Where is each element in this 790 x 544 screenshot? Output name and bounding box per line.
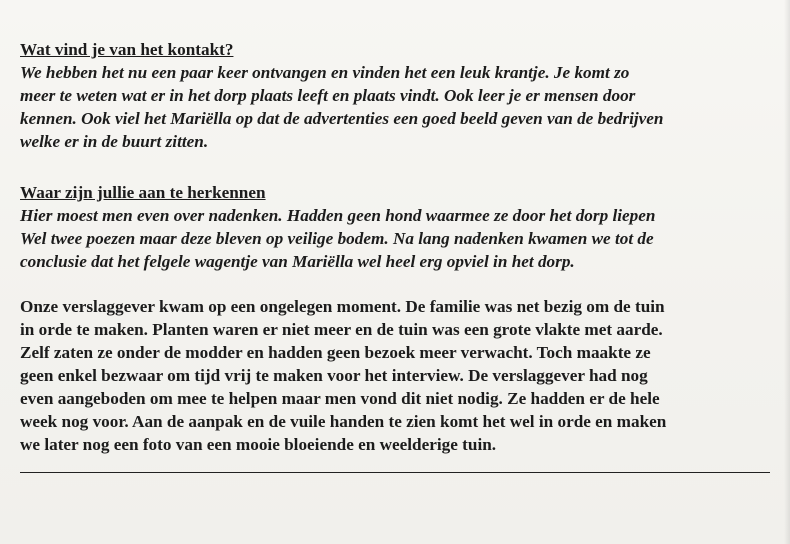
paragraph-line: even aangeboden om mee te helpen maar men vond dit niet nodig. Ze hadden er de hele — [20, 389, 660, 408]
paragraph-line: Onze verslaggever kwam op een ongelegen moment. De familie was net bezig om de tuin — [20, 297, 665, 316]
section-contact-opinion — [20, 38, 663, 153]
paragraph-line: we later nog een foto van een mooie bloeiende en weelderige tuin. — [20, 435, 497, 454]
paragraph-line: welke er in de buurt zitten. — [20, 132, 209, 151]
horizontal-divider — [20, 472, 770, 473]
section-reporter-visit — [20, 295, 666, 456]
section-heading: Wat vind je van het kontakt? — [20, 40, 234, 59]
paragraph-line: We hebben het nu een paar keer ontvangen en vinden het een leuk krantje. Je komt zo — [20, 63, 630, 82]
paragraph-line: meer te weten wat er in het dorp plaats leeft en plaats vindt. Ook leer je er mensen door — [20, 86, 636, 105]
page-edge-shadow — [784, 0, 790, 544]
paragraph-line: conclusie dat het felgele wagentje van Mariëlla wel heel erg opviel in het dorp. — [20, 252, 575, 271]
paragraph-line: week nog voor. Aan de aanpak en de vuile handen te zien komt het wel in orde en maken — [20, 412, 667, 431]
section-heading: Waar zijn jullie aan te herkennen — [20, 183, 266, 202]
paragraph-line: kennen. Ook viel het Mariëlla op dat de advertenties een goed beeld geven van de bedrijven — [20, 109, 664, 128]
paragraph-line: Wel twee poezen maar deze bleven op veilige bodem. Na lang nadenken kwamen we tot de — [20, 229, 654, 248]
paragraph-line: Hier moest men even over nadenken. Hadden geen hond waarmee ze door het dorp liepen — [20, 206, 656, 225]
paragraph-line: geen enkel bezwaar om tijd vrij te maken voor het interview. De verslaggever had nog — [20, 366, 648, 385]
paragraph-line: Zelf zaten ze onder de modder en hadden geen bezoek meer verwacht. Toch maakte ze — [20, 343, 651, 362]
paragraph-line: in orde te maken. Planten waren er niet meer en de tuin was een grote vlakte met aarde. — [20, 320, 663, 339]
section-recognition — [20, 181, 655, 273]
